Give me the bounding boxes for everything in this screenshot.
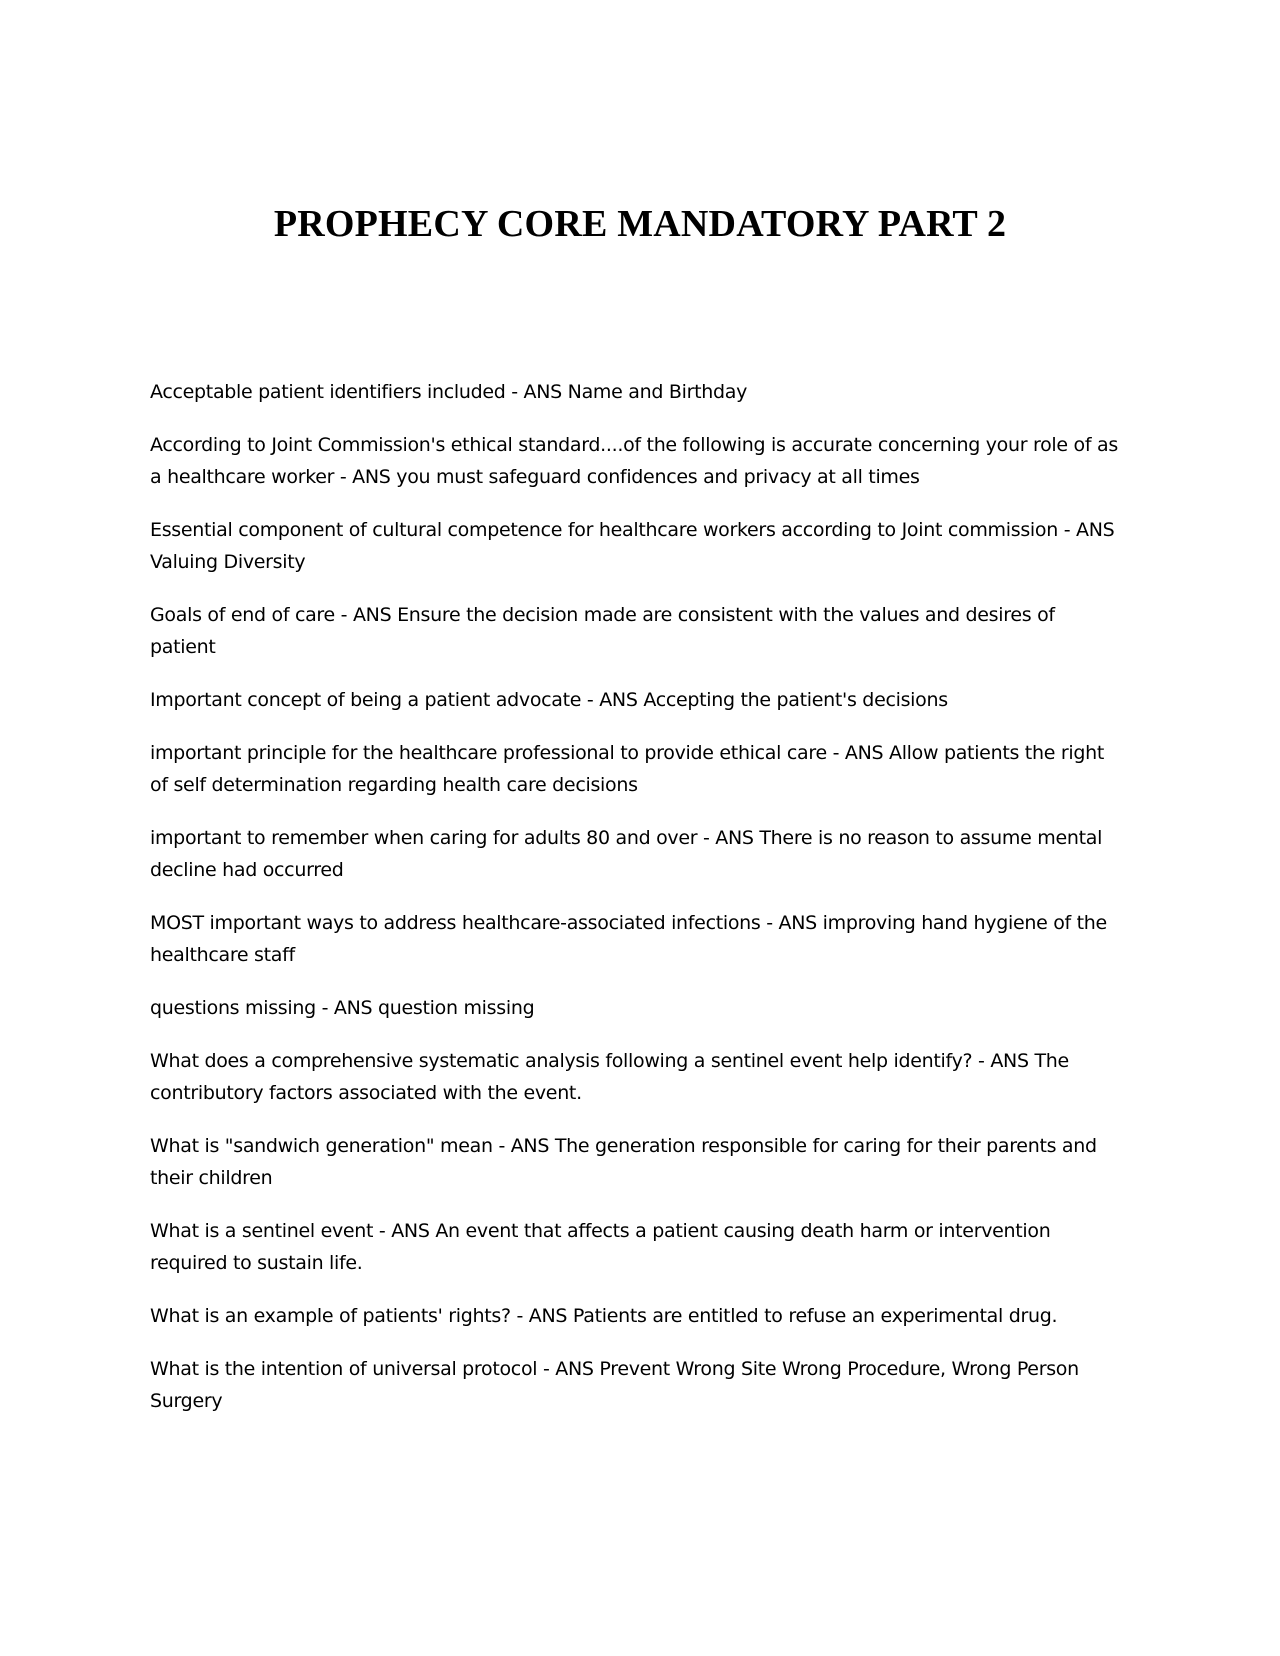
qa-item: questions missing - ANS question missing [150,997,535,1019]
document-title: PROPHECY CORE MANDATORY PART 2 [273,203,1007,245]
qa-list [150,376,1125,1438]
qa-item: Goals of end of care - ANS Ensure the decision made are consistent with the values and desires of patient [150,604,1055,658]
qa-item: What is a sentinel event - ANS An event that affects a patient causing death harm or intervention required to sustain life. [150,1220,1051,1274]
qa-item: Essential component of cultural competence for healthcare workers according to Joint commission - ANS Valuing Diversity [150,519,1115,573]
qa-item: What is "sandwich generation" mean - ANS The generation responsible for caring for their parents and their children [150,1135,1097,1189]
qa-item: What does a comprehensive systematic analysis following a sentinel event help identify? - ANS The contributory factors associated with the event. [150,1050,1069,1104]
qa-item: important principle for the healthcare professional to provide ethical care - ANS Allow patients the right of self determination regarding health care decisions [150,742,1104,796]
qa-item: According to Joint Commission's ethical standard....of the following is accurate concerning your role of as a healthcare worker - ANS you must safeguard confidences and privacy at all times [150,434,1118,488]
qa-item: important to remember when caring for adults 80 and over - ANS There is no reason to assume mental decline had occurred [150,827,1103,881]
qa-item: Important concept of being a patient advocate - ANS Accepting the patient's decisions [150,689,948,711]
qa-item: MOST important ways to address healthcare-associated infections - ANS improving hand hygiene of the healthcare staff [150,912,1107,966]
qa-item: What is an example of patients' rights? - ANS Patients are entitled to refuse an experimental drug. [150,1305,1058,1327]
qa-item: What is the intention of universal protocol - ANS Prevent Wrong Site Wrong Procedure, Wrong Person Surgery [150,1358,1079,1412]
qa-item: Acceptable patient identifiers included - ANS Name and Birthday [150,381,748,403]
